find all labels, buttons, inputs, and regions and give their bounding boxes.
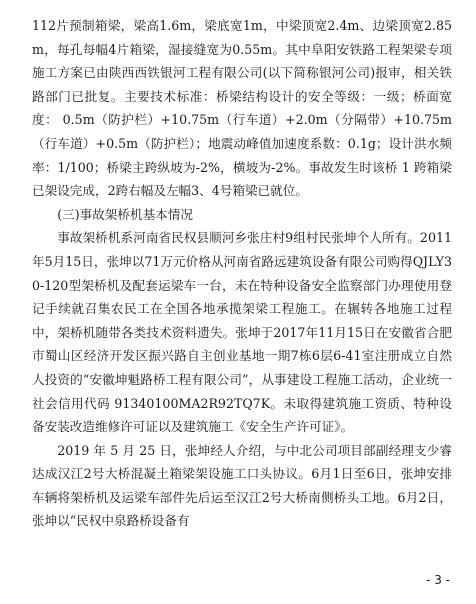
paragraph-machine-ownership: 事故架桥机系河南省民权县顺河乡张庄村9组村民张坤个人所有。2011年5月15日，张坤以71万元价格从河南省路远建筑设备有限公司购得QJLY30-120型架桥机及配套运梁车一台，未在特种设备安全监察部门办理使用登记手续就召集农民工在全国各地承揽架梁工程施工。在辗转各地施工过程中，架桥机随带各类技术资料遗失。张坤于2017年11月15日在安徽省合肥市蜀山区经济开发区振兴路自主创业基地一期7栋6层6-41室注册成立自然人投资的“安徽坤魁路桥工程有限公司”，从事建设工程施工活动，企业统一社会信用代码 91340100MA2R92TQ7K。未取得建筑施工资质、特种设备安装改造维修许可证以及建筑施工《安全生产许可证》。 [32, 230, 452, 435]
section-heading-bridge-erecting-machine: (三)事故架桥机基本情况 [57, 206, 193, 222]
paragraph-bridge-specs: 112片预制箱梁，梁高1.6m，梁底宽1m，中梁顶宽2.4m、边梁顶宽2.85m，每孔每幅4片箱梁，湿接缝宽为0.55m。其中阜阳安铁路工程架梁专项施工方案已由陕西西铁银河工程有限公司(以下简称银河公司)报审，相关铁路部门已批复。主要技术标准：桥梁结构设计的安全等级：一级；桥面宽度： 0.5m（防护栏）+10.75m（行车道）+2.0m（分隔带）+10.75m（行车道）+0.5m（防护栏）；地震动峰值加速度系数：0.1g；设计洪水频率：1/100；桥梁主跨纵坡为-2%，横坡为-2%。事故发生时该桥 1 跨箱梁已架设完成，2跨右幅及左幅3、4号箱梁已就位。 [32, 18, 452, 199]
paragraph-construction-agreement: 2019 年 5 月 25 日，张坤经人介绍，与中北公司项目部副经理支少睿达成汉江2号大桥混凝土箱梁架设施工口头协议。6月1日至6日，张坤安排车辆将架桥机及运梁车部件先后运至汉江2号大桥南侧桥头工地。6月2日，张坤以“民权中泉路桥设备有 [32, 442, 452, 529]
page-number: - 3 - [426, 573, 450, 587]
document-body [32, 14, 452, 533]
